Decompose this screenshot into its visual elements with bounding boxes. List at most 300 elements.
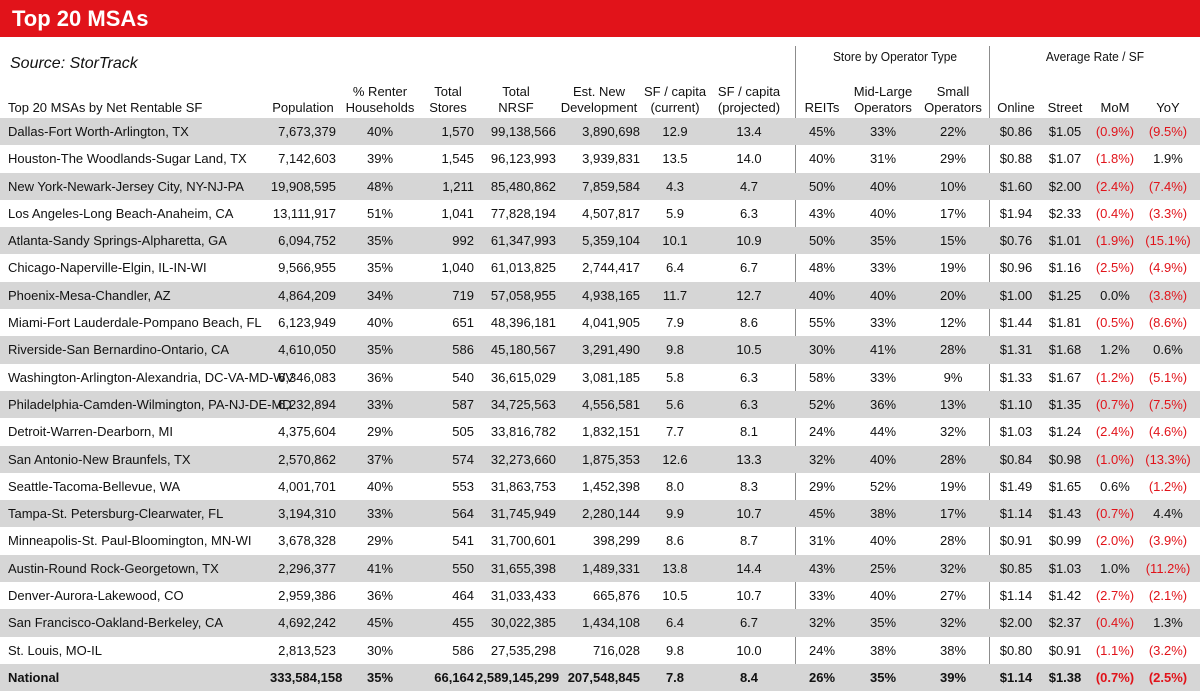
cell-value: 1,434,108 [582, 615, 640, 631]
cell-value: 13.5 [662, 151, 688, 167]
cell-value: 6,094,752 [278, 233, 336, 249]
cell-value: 6.7 [739, 615, 759, 631]
cell-value: (5.1%) [1148, 369, 1188, 385]
cell-value: 35% [366, 233, 394, 249]
cell-value: 716,028 [593, 642, 640, 658]
table-row [0, 500, 1200, 527]
cell-value: (3.9%) [1148, 533, 1188, 549]
cell-value: (2.5%) [1148, 669, 1188, 685]
msa-name: San Francisco-Oakland-Berkeley, CA [8, 615, 224, 631]
cell-value: 207,548,845 [567, 669, 640, 685]
cell-value: $0.91 [999, 533, 1033, 549]
cell-value: 6,232,894 [278, 396, 336, 412]
cell-value: $1.24 [1048, 424, 1082, 440]
cell-value: 30% [366, 642, 394, 658]
cell-value: 6.7 [739, 260, 759, 276]
cell-value: (1.8%) [1095, 151, 1135, 167]
msa-name: Chicago-Naperville-Elgin, IL-IN-WI [8, 260, 207, 276]
cell-value: $1.03 [1048, 560, 1082, 576]
cell-value: (9.5%) [1148, 124, 1188, 139]
cell-value: $1.94 [999, 205, 1033, 221]
cell-value: 27% [939, 588, 967, 604]
cell-value: 4,938,165 [582, 287, 640, 303]
cell-value: 13% [939, 396, 967, 412]
table-row [0, 282, 1200, 309]
column-header: MoM [1100, 100, 1130, 115]
cell-value: $1.67 [1048, 369, 1082, 385]
table-row [0, 637, 1200, 664]
cell-value: $1.01 [1048, 233, 1082, 249]
cell-value: 19% [939, 260, 967, 276]
table-row [0, 609, 1200, 636]
cell-value: $1.05 [1048, 124, 1082, 139]
msa-name: Los Angeles-Long Beach-Anaheim, CA [8, 205, 234, 221]
cell-value: 4,041,905 [582, 315, 640, 331]
cell-value: 31,745,949 [490, 506, 556, 522]
cell-value: 38% [869, 642, 897, 658]
cell-value: 29% [366, 533, 394, 549]
cell-value: 48% [366, 178, 394, 194]
table-row [0, 391, 1200, 418]
cell-value: 26% [808, 669, 836, 685]
cell-value: 31% [808, 533, 836, 549]
cell-value: (2.4%) [1095, 424, 1135, 440]
cell-value: 6.3 [739, 396, 759, 412]
cell-value: 77,828,194 [490, 205, 556, 221]
cell-value: $0.88 [999, 151, 1033, 167]
column-header: Top 20 MSAs by Net Rentable SF [8, 100, 203, 115]
cell-value: 586 [452, 642, 474, 658]
cell-value: $1.33 [999, 369, 1033, 385]
table-row [0, 582, 1200, 609]
table-row [0, 118, 1200, 145]
msa-name: Philadelphia-Camden-Wilmington, PA-NJ-DE-MD [8, 396, 292, 412]
cell-value: $2.33 [1048, 205, 1082, 221]
cell-value: 31,700,601 [490, 533, 556, 549]
column-header: % Renter Households [345, 84, 415, 115]
cell-value: $1.14 [999, 588, 1033, 604]
cell-value: 10.9 [736, 233, 762, 249]
cell-value: 50% [808, 233, 836, 249]
cell-value: 61,013,825 [490, 260, 556, 276]
column-header: Total NRSF [498, 84, 534, 115]
cell-value: (13.3%) [1145, 451, 1191, 467]
cell-value: 2,959,386 [278, 588, 336, 604]
cell-value: 45,180,567 [490, 342, 556, 358]
cell-value: 22% [939, 124, 967, 139]
cell-value: 10.7 [736, 588, 762, 604]
cell-value: 3,939,831 [582, 151, 640, 167]
cell-value: $1.10 [999, 396, 1033, 412]
cell-value: (1.1%) [1095, 642, 1135, 658]
cell-value: 24% [808, 642, 836, 658]
cell-value: 6.4 [665, 615, 685, 631]
cell-value: 2,570,862 [278, 451, 336, 467]
cell-value: 40% [808, 151, 836, 167]
cell-value: $1.14 [999, 506, 1033, 522]
cell-value: $1.81 [1048, 315, 1082, 331]
cell-value: $1.03 [999, 424, 1033, 440]
cell-value: 7.8 [665, 669, 685, 685]
column-header: REITs [804, 100, 840, 115]
cell-value: 6.4 [665, 260, 685, 276]
cell-value: 8.3 [739, 478, 759, 494]
rates-group-header: Average Rate / SF [1045, 49, 1145, 64]
cell-value: 35% [366, 260, 394, 276]
cell-value: 665,876 [593, 588, 640, 604]
cell-value: 3,194,310 [278, 506, 336, 522]
cell-value: 1,041 [441, 205, 474, 221]
cell-value: 10.5 [736, 342, 762, 358]
cell-value: 40% [869, 533, 897, 549]
cell-value: 1,545 [441, 151, 474, 167]
cell-value: 36% [366, 588, 394, 604]
msa-name: New York-Newark-Jersey City, NY-NJ-PA [8, 178, 244, 194]
cell-value: 6.3 [739, 369, 759, 385]
cell-value: 44% [869, 424, 897, 440]
cell-value: 50% [808, 178, 836, 194]
cell-value: 32% [939, 615, 967, 631]
cell-value: 52% [808, 396, 836, 412]
cell-value: (0.5%) [1095, 315, 1135, 331]
cell-value: 10% [939, 178, 967, 194]
cell-value: 40% [366, 124, 394, 139]
cell-value: $1.07 [1048, 151, 1082, 167]
cell-value: 45% [366, 615, 394, 631]
cell-value: (15.1%) [1145, 233, 1191, 249]
msa-name: Washington-Arlington-Alexandria, DC-VA-MD-WV [8, 369, 295, 385]
cell-value: 40% [869, 178, 897, 194]
cell-value: $0.85 [999, 560, 1033, 576]
cell-value: (0.7%) [1095, 396, 1135, 412]
table-row [0, 473, 1200, 500]
cell-value: 541 [452, 533, 474, 549]
msa-name: Phoenix-Mesa-Chandler, AZ [8, 287, 171, 303]
cell-value: (2.4%) [1095, 178, 1135, 194]
cell-value: 33% [366, 396, 394, 412]
cell-value: (7.5%) [1148, 396, 1188, 412]
msa-name: Atlanta-Sandy Springs-Alpharetta, GA [8, 233, 227, 249]
cell-value: 13.8 [662, 560, 688, 576]
column-header: SF / capita (current) [644, 84, 707, 115]
msa-name: Denver-Aurora-Lakewood, CO [8, 588, 184, 604]
cell-value: 11.7 [662, 287, 688, 303]
cell-value: 24% [808, 424, 836, 440]
cell-value: 13,111,917 [272, 205, 336, 221]
cell-value: $1.42 [1048, 588, 1082, 604]
msa-name: National [8, 669, 60, 685]
cell-value: (2.1%) [1148, 588, 1188, 604]
cell-value: 12.6 [662, 451, 688, 467]
cell-value: 52% [869, 478, 897, 494]
cell-value: 51% [366, 205, 394, 221]
cell-value: 57,058,955 [490, 287, 556, 303]
cell-value: 0.6% [1153, 342, 1183, 358]
cell-value: 550 [452, 560, 474, 576]
cell-value: 32% [808, 615, 836, 631]
cell-value: 31,655,398 [490, 560, 556, 576]
msa-name: San Antonio-New Braunfels, TX [8, 451, 191, 467]
cell-value: $0.86 [999, 124, 1033, 139]
page-title: Top 20 MSAs [0, 0, 1200, 37]
cell-value: 1,489,331 [582, 560, 640, 576]
cell-value: 40% [366, 315, 394, 331]
cell-value: (11.2%) [1145, 560, 1191, 576]
cell-value: 45% [808, 506, 836, 522]
cell-value: 85,480,862 [490, 178, 556, 194]
cell-value: 35% [869, 233, 897, 249]
cell-value: (4.9%) [1148, 260, 1188, 276]
msa-name: Miami-Fort Lauderdale-Pompano Beach, FL [8, 315, 262, 331]
source-note: Source: StorTrack [10, 55, 138, 72]
cell-value: 0.0% [1100, 287, 1130, 303]
cell-value: 34% [366, 287, 394, 303]
cell-value: 28% [939, 342, 967, 358]
cell-value: 38% [869, 506, 897, 522]
cell-value: 1.9% [1153, 151, 1183, 167]
cell-value: 505 [452, 424, 474, 440]
cell-value: 9.9 [665, 506, 685, 522]
cell-value: 33% [869, 369, 897, 385]
cell-value: 4.4% [1153, 506, 1183, 522]
table-row [0, 527, 1200, 554]
cell-value: (4.6%) [1148, 424, 1188, 440]
table-row [0, 446, 1200, 473]
cell-value: 13.4 [736, 124, 762, 139]
cell-value: 33% [808, 588, 836, 604]
cell-value: (0.7%) [1095, 669, 1135, 685]
cell-value: $1.49 [999, 478, 1033, 494]
msa-name: Riverside-San Bernardino-Ontario, CA [8, 342, 230, 358]
cell-value: 17% [939, 506, 967, 522]
cell-value: 1,040 [441, 260, 474, 276]
table-row [0, 364, 1200, 391]
cell-value: 4,556,581 [582, 396, 640, 412]
cell-value: 35% [869, 615, 897, 631]
cell-value: $1.35 [1048, 396, 1082, 412]
cell-value: 4,864,209 [278, 287, 336, 303]
cell-value: (0.4%) [1095, 615, 1135, 631]
column-header: Mid-Large Operators [853, 84, 913, 115]
cell-value: 28% [939, 533, 967, 549]
cell-value: 33% [869, 315, 897, 331]
cell-value: 48,396,181 [490, 315, 556, 331]
cell-value: 553 [452, 478, 474, 494]
cell-value: 10.1 [662, 233, 688, 249]
cell-value: 10.7 [736, 506, 762, 522]
cell-value: 587 [452, 396, 474, 412]
column-header: Population [272, 100, 334, 115]
cell-value: $0.91 [1048, 642, 1082, 658]
cell-value: 34,725,563 [490, 396, 556, 412]
cell-value: 17% [939, 205, 967, 221]
cell-value: $1.25 [1048, 287, 1082, 303]
cell-value: 61,347,993 [490, 233, 556, 249]
cell-value: 8.6 [665, 533, 685, 549]
cell-value: 2,589,145,299 [476, 669, 560, 685]
cell-value: 39% [939, 669, 967, 685]
cell-value: (3.8%) [1148, 287, 1188, 303]
cell-value: 14.0 [736, 151, 762, 167]
cell-value: $1.16 [1048, 260, 1082, 276]
cell-value: (8.6%) [1148, 315, 1188, 331]
cell-value: $1.44 [999, 315, 1033, 331]
cell-value: 10.0 [736, 642, 762, 658]
cell-value: 96,123,993 [490, 151, 556, 167]
cell-value: 1,832,151 [582, 424, 640, 440]
table-row [0, 336, 1200, 363]
cell-value: 455 [452, 615, 474, 631]
cell-value: 6,123,949 [278, 315, 336, 331]
cell-value: 12% [939, 315, 967, 331]
cell-value: 40% [869, 287, 897, 303]
cell-value: 36,615,029 [490, 369, 556, 385]
cell-value: 29% [366, 424, 394, 440]
cell-value: 99,138,566 [490, 124, 556, 139]
cell-value: 40% [869, 205, 897, 221]
cell-value: 48% [808, 260, 836, 276]
cell-value: 32% [808, 451, 836, 467]
cell-value: (3.2%) [1148, 642, 1188, 658]
cell-value: 41% [366, 560, 394, 576]
msa-name: Seattle-Tacoma-Bellevue, WA [8, 478, 181, 494]
cell-value: 40% [366, 478, 394, 494]
cell-value: $0.96 [999, 260, 1033, 276]
cell-value: 574 [452, 451, 474, 467]
cell-value: (0.9%) [1095, 124, 1135, 139]
msa-name: Minneapolis-St. Paul-Bloomington, MN-WI [8, 533, 252, 549]
cell-value: $2.37 [1048, 615, 1082, 631]
cell-value: 37% [366, 451, 394, 467]
table-row [0, 309, 1200, 336]
cell-value: 7,142,603 [278, 151, 336, 167]
cell-value: 5.6 [665, 396, 685, 412]
cell-value: 8.0 [665, 478, 685, 494]
cell-value: 1.0% [1100, 560, 1130, 576]
cell-value: 2,813,523 [278, 642, 336, 658]
cell-value: 4.3 [665, 178, 685, 194]
cell-value: 3,291,490 [582, 342, 640, 358]
cell-value: 586 [452, 342, 474, 358]
cell-value: $1.38 [1048, 669, 1082, 685]
cell-value: 27,535,298 [490, 642, 556, 658]
cell-value: 0.6% [1100, 478, 1130, 494]
cell-value: 31,033,433 [490, 588, 556, 604]
cell-value: 2,280,144 [582, 506, 640, 522]
cell-value: $2.00 [1048, 178, 1082, 194]
cell-value: 7,673,379 [278, 124, 336, 139]
msa-name: Tampa-St. Petersburg-Clearwater, FL [8, 506, 224, 522]
cell-value: 55% [808, 315, 836, 331]
cell-value: 3,678,328 [278, 533, 336, 549]
column-header: Est. New Development [560, 84, 638, 115]
table-row [0, 418, 1200, 445]
table-row [0, 145, 1200, 172]
cell-value: 5.9 [665, 205, 685, 221]
cell-value: 1,875,353 [582, 451, 640, 467]
cell-value: 3,890,698 [582, 124, 640, 139]
cell-value: 41% [869, 342, 897, 358]
cell-value: 35% [869, 669, 897, 685]
cell-value: 4,001,701 [278, 478, 336, 494]
cell-value: 33,816,782 [490, 424, 556, 440]
cell-value: 6,346,083 [278, 369, 336, 385]
cell-value: 15% [939, 233, 967, 249]
cell-value: 66,164 [434, 669, 474, 685]
table-row [0, 227, 1200, 254]
cell-value: (2.0%) [1095, 533, 1135, 549]
msa-name: Detroit-Warren-Dearborn, MI [8, 424, 173, 440]
table-row [0, 200, 1200, 227]
cell-value: (2.7%) [1095, 588, 1135, 604]
cell-value: (2.5%) [1095, 260, 1135, 276]
cell-value: 9.8 [665, 342, 685, 358]
cell-value: 45% [808, 124, 836, 139]
cell-value: (1.2%) [1148, 478, 1188, 494]
cell-value: 719 [452, 287, 474, 303]
cell-value: 1,570 [441, 124, 474, 139]
column-header: YoY [1156, 100, 1180, 115]
cell-value: 29% [808, 478, 836, 494]
cell-value: 9,566,955 [278, 260, 336, 276]
cell-value: 40% [869, 588, 897, 604]
cell-value: 7,859,584 [582, 178, 640, 194]
cell-value: 2,744,417 [582, 260, 640, 276]
cell-value: 6.3 [739, 205, 759, 221]
cell-value: $0.84 [999, 451, 1033, 467]
cell-value: 3,081,185 [582, 369, 640, 385]
cell-value: $0.98 [1048, 451, 1082, 467]
msa-name: Dallas-Fort Worth-Arlington, TX [8, 124, 189, 139]
cell-value: 4,610,050 [278, 342, 336, 358]
cell-value: 992 [452, 233, 474, 249]
cell-value: (3.3%) [1148, 205, 1188, 221]
cell-value: 5,359,104 [582, 233, 640, 249]
cell-value: $1.43 [1048, 506, 1082, 522]
cell-value: 35% [366, 669, 394, 685]
operator-group-header: Store by Operator Type [832, 49, 958, 64]
cell-value: 19% [939, 478, 967, 494]
msa-name: Austin-Round Rock-Georgetown, TX [8, 560, 219, 576]
cell-value: 40% [808, 287, 836, 303]
cell-value: 9% [943, 369, 963, 385]
cell-value: 25% [869, 560, 897, 576]
cell-value: 32,273,660 [490, 451, 556, 467]
cell-value: 7.7 [665, 424, 685, 440]
cell-value: 7.9 [665, 315, 685, 331]
cell-value: $1.68 [1048, 342, 1082, 358]
cell-value: 43% [808, 560, 836, 576]
cell-value: 36% [869, 396, 897, 412]
cell-value: (7.4%) [1148, 178, 1188, 194]
cell-value: 1.2% [1100, 342, 1130, 358]
cell-value: $1.00 [999, 287, 1033, 303]
table-row [0, 555, 1200, 582]
cell-value: 8.4 [739, 669, 759, 685]
cell-value: 8.6 [739, 315, 759, 331]
cell-value: 2,296,377 [278, 560, 336, 576]
cell-value: 13.3 [736, 451, 762, 467]
cell-value: 14.4 [736, 560, 762, 576]
cell-value: (0.4%) [1095, 205, 1135, 221]
cell-value: 33% [366, 506, 394, 522]
cell-value: 20% [939, 287, 967, 303]
cell-value: 1,452,398 [582, 478, 640, 494]
cell-value: (0.7%) [1095, 506, 1135, 522]
cell-value: 29% [939, 151, 967, 167]
cell-value: 58% [808, 369, 836, 385]
cell-value: $1.65 [1048, 478, 1082, 494]
